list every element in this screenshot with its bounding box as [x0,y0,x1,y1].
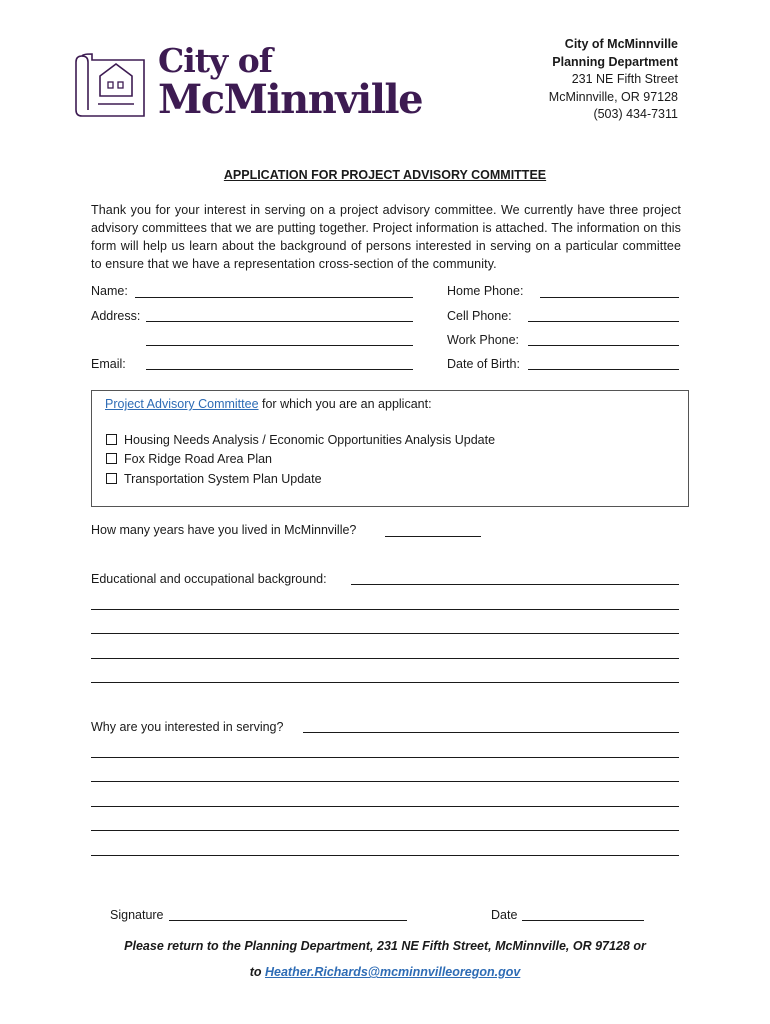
form-title: APPLICATION FOR PROJECT ADVISORY COMMITTEE [223,168,547,182]
background-field-line3[interactable] [91,633,679,634]
work-phone-field[interactable] [528,345,679,346]
option-label: Housing Needs Analysis / Economic Opportunities Analysis Update [124,433,496,447]
address-field-line2[interactable] [146,345,413,346]
project-advisory-committee-link[interactable]: Project Advisory Committee [105,397,259,411]
checkbox[interactable] [106,453,117,464]
background-question: Educational and occupational background: [91,572,327,586]
date-of-birth-field[interactable] [528,369,679,370]
return-email-link[interactable]: Heather.Richards@mcminnvilleoregon.gov [264,965,521,979]
city-state-zip: McMinnville, OR 97128 [548,89,678,104]
date-field[interactable] [522,920,644,921]
address-field-line1[interactable] [146,321,413,322]
checkbox[interactable] [106,434,117,445]
date-of-birth-label: Date of Birth: [447,357,520,371]
why-field-line2[interactable] [91,757,679,758]
signature-label: Signature [110,908,164,922]
address-label: Address: [91,309,141,323]
city-logo-icon [72,50,150,120]
intro-paragraph: Thank you for your interest in serving on a project advisory committee. We currently have three project advisory committees that we are putting together. Project information is attached. The information on this form will help us learn about the background of persons interested in serving on a particular committee to ensure that we have a representation cross-section of the community. [91,203,681,271]
why-field-line3[interactable] [91,781,679,782]
dept-name: Planning Department [552,54,678,69]
return-to-text: to [249,965,265,979]
committee-prompt [105,397,432,411]
years-field[interactable] [385,536,481,537]
department-address [549,36,678,124]
why-question: Why are you interested in serving? [91,720,284,734]
why-field-line1[interactable] [303,732,679,733]
cell-phone-field[interactable] [528,321,679,322]
home-phone-label: Home Phone: [447,284,524,298]
return-instructions: Please return to the Planning Department, 231 NE Fifth Street, McMinnville, OR 97128 or [124,939,646,953]
committee-option-fox-ridge[interactable] [106,452,272,466]
why-field-line4[interactable] [91,806,679,807]
background-field-line5[interactable] [91,682,679,683]
name-field[interactable] [135,297,413,298]
date-label: Date [491,908,518,922]
name-label: Name: [91,284,128,298]
street-address: 231 NE Fifth Street [571,72,678,86]
committee-option-housing[interactable] [106,433,495,447]
checkbox[interactable] [106,473,117,484]
background-field-line1[interactable] [351,584,679,585]
why-field-line6[interactable] [91,855,679,856]
org-name: City of McMinnville [564,37,678,51]
committee-option-transportation[interactable] [106,472,322,486]
why-field-line5[interactable] [91,830,679,831]
email-label: Email: [91,357,126,371]
return-email-line [0,965,770,979]
background-field-line2[interactable] [91,609,679,610]
option-label: Transportation System Plan Update [124,472,322,486]
home-phone-field[interactable] [540,297,679,298]
cell-phone-label: Cell Phone: [447,309,512,323]
logo-text-mcminnville: McMinnville [158,76,423,123]
option-label: Fox Ridge Road Area Plan [124,452,273,466]
signature-field[interactable] [169,920,407,921]
committee-prompt-text: for which you are an applicant: [258,397,432,411]
years-question: How many years have you lived in McMinnville? [91,523,357,537]
email-field[interactable] [146,369,413,370]
work-phone-label: Work Phone: [447,333,520,347]
logo-text-city-of: City of [158,41,272,80]
background-field-line4[interactable] [91,658,679,659]
phone-number: (503) 434-7311 [593,107,678,121]
